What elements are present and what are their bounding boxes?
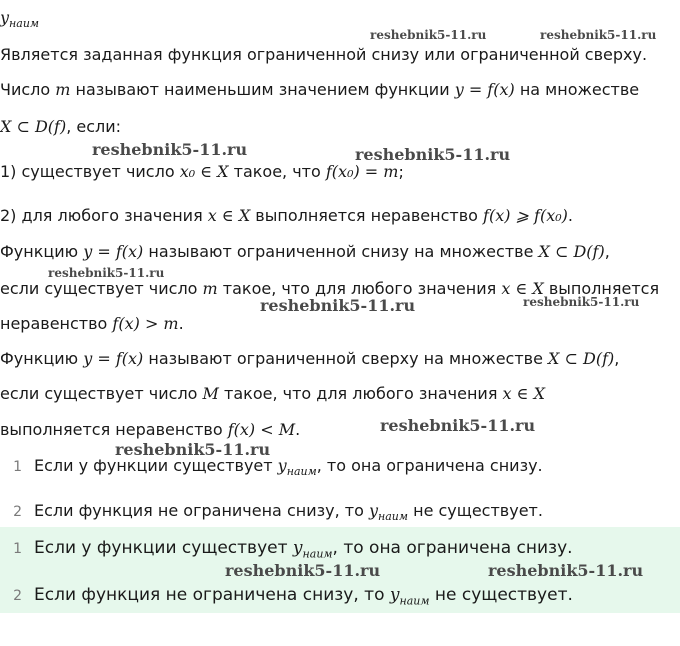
definition-bounded-below: Функцию y = f(x) называют ограниченной снизу на множестве X ⊂ D(f), bbox=[0, 242, 610, 261]
paragraph-definition-min: Число m называют наименьшим значением функции y = f(x) на множестве bbox=[0, 80, 640, 99]
paragraph-definition-min-cont: X ⊂ D(f), если: bbox=[0, 117, 122, 136]
answer-item: 2 Если функция не ограничена снизу, то $y_{наим}$ не существует. bbox=[13, 585, 573, 608]
watermark: reshebnik5-11.ru bbox=[540, 28, 657, 42]
definition-bounded-below-ineq: неравенство f(x) > m. bbox=[0, 314, 184, 333]
condition-2: 2) для любого значения x ∈ X выполняется неравенство f(x) ⩾ f(x₀). bbox=[0, 206, 573, 225]
watermark: reshebnik5-11.ru bbox=[92, 140, 248, 159]
y-min-header: $y_{наим}$ bbox=[0, 8, 40, 31]
answer-item: 1 Если у функции существует $y_{наим}$, то она ограничена снизу. bbox=[13, 538, 573, 561]
watermark: reshebnik5-11.ru bbox=[355, 145, 511, 164]
condition-1: 1) существует число x₀ ∈ X такое, что f(x₀) = m; bbox=[0, 162, 404, 181]
paragraph-question: Является заданная функция ограниченной снизу или ограниченной сверху. bbox=[0, 45, 648, 64]
watermark: reshebnik5-11.ru bbox=[523, 295, 640, 309]
watermark: reshebnik5-11.ru bbox=[48, 266, 165, 280]
watermark: reshebnik5-11.ru bbox=[370, 28, 487, 42]
definition-bounded-above-ineq: выполняется неравенство f(x) < M. bbox=[0, 420, 301, 439]
definition-bounded-above: Функцию y = f(x) называют ограниченной сверху на множестве X ⊂ D(f), bbox=[0, 349, 620, 368]
watermark: reshebnik5-11.ru bbox=[488, 561, 644, 580]
definition-bounded-below-cont: если существует число m такое, что для любого значения x ∈ X выполняется bbox=[0, 279, 660, 298]
definition-bounded-above-cont: если существует число M такое, что для любого значения x ∈ X bbox=[0, 384, 545, 403]
watermark: reshebnik5-11.ru bbox=[225, 561, 381, 580]
list-item: 1 Если у функции существует $y_{наим}$, то она ограничена снизу. bbox=[13, 456, 543, 479]
watermark: reshebnik5-11.ru bbox=[115, 440, 271, 459]
list-item: 2 Если функция не ограничена снизу, то $y_{наим}$ не существует. bbox=[13, 501, 543, 524]
watermark: reshebnik5-11.ru bbox=[380, 416, 536, 435]
watermark: reshebnik5-11.ru bbox=[260, 296, 416, 315]
